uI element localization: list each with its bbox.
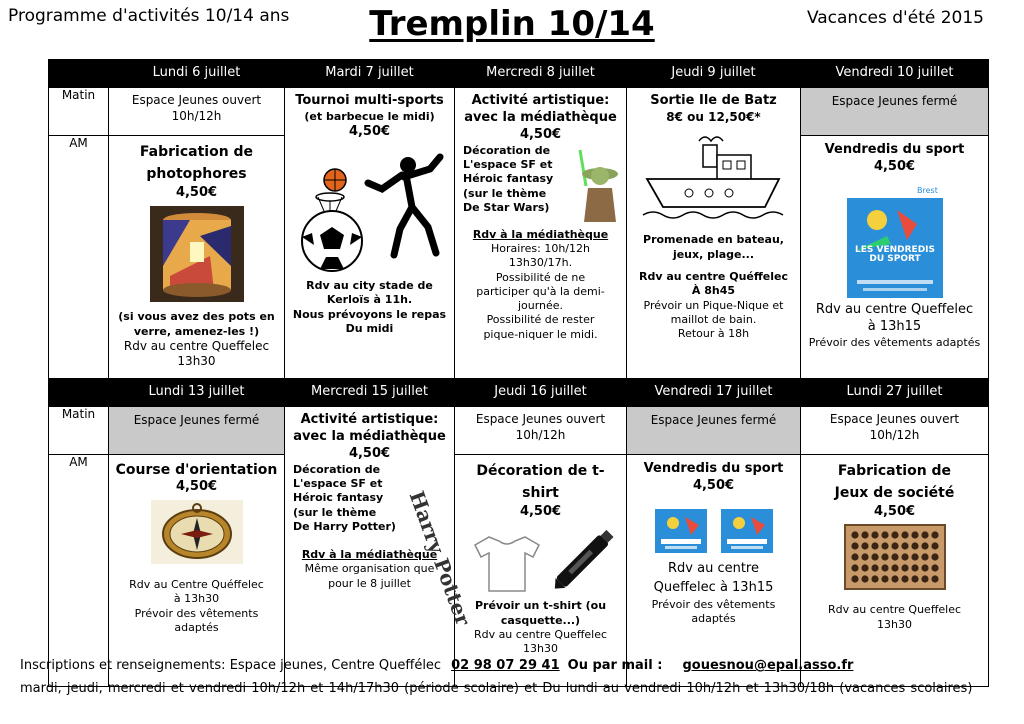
- board-hole: [931, 543, 938, 550]
- rdv-label: Rdv à la médiathèque: [301, 548, 438, 562]
- board-hole: [901, 543, 908, 550]
- board-hole: [931, 554, 938, 561]
- board-hole: [881, 532, 888, 539]
- activity-subtitle: (et barbecue le midi): [304, 109, 435, 123]
- footer-hours: mardi, jeudi, mercredi et vendredi 10h/12h et 14h/17h30 (période scolaire) et Du lundi au vendredi 10h/12h et 13h30/18h (vacances scolaires): [20, 681, 973, 696]
- activity-price: 4,50€: [519, 126, 562, 142]
- activity-notes: Rdv au city stade de Kerloïs à 11h. Nous prévoyons le repas Du midi: [292, 279, 447, 335]
- day-header: Mercredi 8 juillet: [455, 60, 627, 88]
- activity-price: 4,50€: [348, 445, 391, 461]
- activity-title: Vendredis du sport: [824, 142, 965, 157]
- board-hole: [891, 554, 898, 561]
- rdv-label: Rdv à la médiathèque: [472, 227, 609, 241]
- board-hole: [881, 554, 888, 561]
- activity-price: 4,50€: [348, 124, 391, 140]
- w1-thu-activity: [627, 88, 801, 379]
- board-hole: [931, 576, 938, 583]
- page-title: Tremplin 10/14: [369, 4, 655, 44]
- activity-title: Sortie Ile de Batz: [650, 93, 777, 108]
- w2-thu-activity: [455, 455, 627, 687]
- w1-fri-activity: [801, 136, 989, 379]
- board-hole: [881, 543, 888, 550]
- day-header: Jeudi 16 juillet: [455, 379, 627, 407]
- board-hole: [881, 565, 888, 572]
- rdv-label: Rdv au centre Quéffelec À 8h45: [639, 270, 788, 298]
- day-header: Jeudi 9 juillet: [627, 60, 801, 88]
- day-header: Vendredi 17 juillet: [627, 379, 801, 407]
- board-hole: [861, 576, 868, 583]
- activity-price: 4,50€: [692, 477, 735, 493]
- activity-title: Décoration de t- shirt: [476, 463, 605, 501]
- compass-icon: [151, 500, 243, 564]
- w2-mon27-matin: Espace Jeunes ouvert 10h/12h: [801, 407, 989, 455]
- board-hole: [891, 543, 898, 550]
- activity-price: 4,50€: [873, 158, 916, 174]
- activity-title: Vendredis du sport: [643, 461, 784, 476]
- activity-description: Décoration de L'espace SF et Héroic fantasy (sur le thème De Star Wars): [463, 143, 554, 214]
- activity-notes: Rdv au centre Queffelec 13h30: [827, 603, 962, 631]
- activity-notes: Même organisation que pour le 8 juillet: [304, 562, 435, 590]
- footer-text: Inscriptions et renseignements: Espace jeunes, Centre Queffélec: [20, 658, 442, 673]
- w2-mon-activity: [109, 455, 285, 687]
- day-header: Vendredi 10 juillet: [801, 60, 989, 88]
- board-hole: [861, 554, 868, 561]
- row-label-am: AM: [49, 136, 109, 379]
- w1-fri-matin: Espace Jeunes fermé: [801, 88, 989, 136]
- w2-thu-matin: Espace Jeunes ouvert 10h/12h: [455, 407, 627, 455]
- board-hole: [911, 565, 918, 572]
- board-hole: [871, 543, 878, 550]
- activity-notes: Prévoir un Pique-Nique et maillot de bain. Retour à 18h: [643, 298, 784, 341]
- activity-notes: Rdv au centre Queffelec à 13h15: [653, 560, 774, 596]
- week1-matin-row: [49, 88, 989, 136]
- board-hole: [901, 532, 908, 539]
- header-corner: [49, 60, 109, 88]
- board-hole: [891, 565, 898, 572]
- w2-fri-activity: [627, 455, 801, 687]
- activity-title: Tournoi multi-sports: [295, 93, 444, 108]
- phone-number: 02 98 07 29 41: [451, 658, 560, 673]
- board-hole: [931, 532, 938, 539]
- board-hole: [921, 565, 928, 572]
- board-hole: [921, 554, 928, 561]
- tshirt-marker-icon: [461, 525, 621, 595]
- board-hole: [921, 532, 928, 539]
- w2-wed-activity: [285, 407, 476, 687]
- activity-notes: Rdv au centre Queffelec 13h30: [123, 338, 270, 369]
- w2-mon-matin: Espace Jeunes fermé: [109, 407, 285, 455]
- w1-tue-activity: [285, 88, 455, 379]
- activity-title: Course d'orientation: [115, 462, 278, 478]
- board-hole: [871, 565, 878, 572]
- w2-fri-matin: Espace Jeunes fermé: [627, 407, 801, 455]
- activity-notes-bold: Prévoir un t-shirt (ou casquette...): [474, 599, 607, 627]
- row-label-matin: Matin: [49, 407, 109, 455]
- boat-icon: [639, 129, 789, 229]
- activity-notes: Rdv au centre Queffelec 13h30: [473, 627, 608, 656]
- board-hole: [871, 576, 878, 583]
- board-hole: [851, 576, 858, 583]
- board-hole: [911, 554, 918, 561]
- activity-price: 4,50€: [175, 185, 218, 201]
- board-hole: [851, 554, 858, 561]
- activity-title: Fabrication de Jeux de société: [834, 463, 955, 501]
- board-hole: [871, 554, 878, 561]
- vendredis-du-sport-poster: [655, 501, 707, 553]
- board-hole: [911, 576, 918, 583]
- program-subtitle: Programme d'activités 10/14 ans: [8, 6, 290, 26]
- board-hole: [851, 565, 858, 572]
- day-header: Mercredi 15 juillet: [285, 379, 455, 407]
- poster-title: LES VENDREDIS DU SPORT: [854, 244, 935, 265]
- soccer-basketball-icon: [290, 145, 450, 275]
- board-hole: [871, 532, 878, 539]
- board-hole: [851, 532, 858, 539]
- day-header: Mardi 7 juillet: [285, 60, 455, 88]
- activity-price: 4,50€: [175, 479, 218, 495]
- week2-am-row: [49, 455, 989, 687]
- board-hole: [901, 554, 908, 561]
- board-hole: [891, 532, 898, 539]
- photophore-image: [150, 206, 244, 302]
- activity-notes-bold: (si vous avez des pots en verre, amenez-les !): [118, 310, 275, 338]
- board-hole: [921, 543, 928, 550]
- email-link[interactable]: gouesnou@epal.asso.fr: [682, 658, 854, 673]
- board-game-icon: [845, 525, 945, 589]
- board-hole: [851, 543, 858, 550]
- board-hole: [861, 565, 868, 572]
- w1-wed-activity: [455, 88, 627, 379]
- season-label: Vacances d'été 2015: [806, 8, 984, 28]
- w1-mon-activity: [109, 136, 285, 379]
- row-label-matin: Matin: [49, 88, 109, 136]
- week1-day-header: [49, 60, 989, 88]
- poster-brand: Brest: [916, 185, 938, 195]
- or-mail-label: Ou par mail :: [567, 658, 663, 673]
- board-hole: [891, 576, 898, 583]
- board-hole: [901, 565, 908, 572]
- board-hole: [921, 576, 928, 583]
- activity-title: Activité artistique: avec la médiathèque: [464, 93, 617, 125]
- activity-notes: Rdv au centre Queffelec à 13h15: [815, 301, 974, 334]
- activity-notes: Rdv au Centre Quéffelec à 13h30 Prévoir des vêtements adaptés: [129, 578, 264, 634]
- footer-contact: [20, 658, 853, 673]
- activity-notes: Horaires: 10h/12h 13h30/17h. Possibilité de ne participer qu'à la demi- journée. Possibilité de rester pique-niquer le midi.: [476, 241, 605, 341]
- board-hole: [881, 576, 888, 583]
- board-hole: [901, 576, 908, 583]
- vendredis-du-sport-poster: [721, 501, 773, 553]
- board-hole: [911, 543, 918, 550]
- activity-price: 4,50€: [873, 504, 916, 520]
- yoda-icon: [572, 144, 622, 224]
- header-corner: [49, 379, 109, 407]
- week2-matin-row: [49, 407, 989, 455]
- activity-description: Décoration de L'espace SF et Héroic fantasy (sur le thème De Harry Potter): [293, 462, 396, 533]
- row-label-am: AM: [49, 455, 109, 687]
- day-header: Lundi 6 juillet: [109, 60, 285, 88]
- board-hole: [861, 543, 868, 550]
- board-hole: [861, 532, 868, 539]
- board-hole: [931, 565, 938, 572]
- activity-price: 8€ ou 12,50€*: [666, 109, 761, 124]
- board-hole: [911, 532, 918, 539]
- activity-price: 4,50€: [519, 504, 562, 520]
- vendredis-du-sport-poster: [847, 180, 943, 298]
- activity-title: Activité artistique: avec la médiathèque: [293, 412, 446, 444]
- week2-day-header: [49, 379, 989, 407]
- w2-mon27-activity: [801, 455, 989, 687]
- w1-mon-matin: Espace Jeunes ouvert 10h/12h: [109, 88, 285, 136]
- activity-title: Fabrication de photophores: [139, 144, 254, 182]
- activity-notes-small: Prévoir des vêtements adaptés: [651, 597, 776, 626]
- activity-notes-small: Prévoir des vêtements adaptés: [808, 335, 981, 349]
- day-header: Lundi 13 juillet: [109, 379, 285, 407]
- harry-potter-logo: Harry Potter: [404, 487, 476, 629]
- day-header: Lundi 27 juillet: [801, 379, 989, 407]
- activity-description: Promenade en bateau, jeux, plage...: [643, 233, 784, 261]
- schedule-table: [48, 59, 989, 687]
